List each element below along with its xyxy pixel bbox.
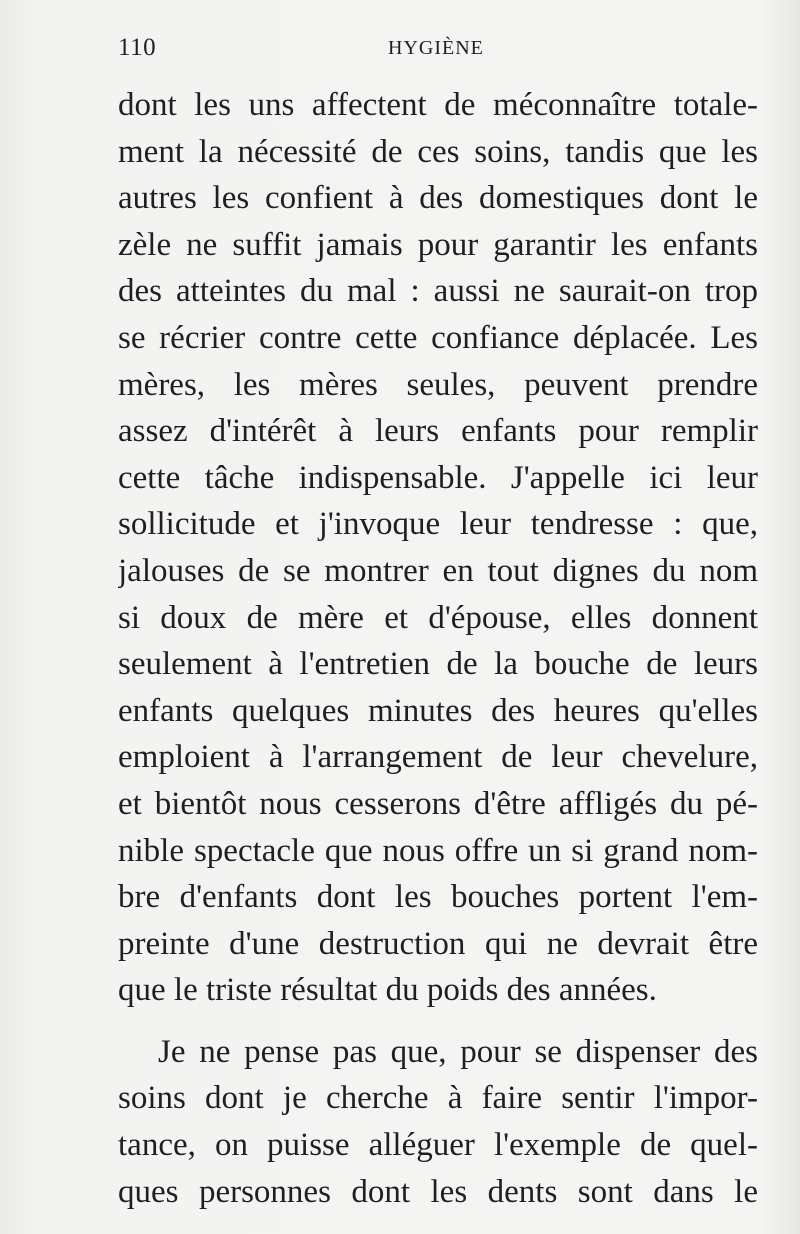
text-line: que le triste résultat du poids des années. (118, 972, 657, 1009)
body-text (118, 82, 758, 1215)
text-line: bre d'enfants dont les bouches portent l'em- (118, 879, 758, 916)
text-line: nible spectacle que nous offre un si grand nom- (118, 832, 758, 869)
text-line: emploient à l'arrangement de leur chevelure, (118, 739, 758, 776)
text-line: enfants quelques minutes des heures qu'elles (118, 692, 758, 729)
text-line: et bientôt nous cesserons d'être affligés du pé- (118, 785, 758, 822)
text-line: soins dont je cherche à faire sentir l'impor- (118, 1080, 758, 1117)
text-line: tance, on puisse alléguer l'exemple de quel- (118, 1127, 758, 1164)
paragraph (118, 82, 758, 1014)
text-line: assez d'intérêt à leurs enfants pour remplir (118, 413, 758, 450)
text-line: jalouses de se montrer en tout dignes du nom (118, 552, 758, 589)
page-header (118, 34, 758, 64)
text-line: seulement à l'entretien de la bouche de leurs (118, 646, 758, 683)
text-line: mères, les mères seules, peuvent prendre (118, 366, 758, 403)
text-line: Je ne pense pas que, pour se dispenser des (158, 1033, 758, 1070)
text-line: se récrier contre cette confiance déplacée. Les (118, 319, 758, 356)
text-line: zèle ne suffit jamais pour garantir les enfants (118, 226, 758, 263)
paragraph (118, 1029, 758, 1215)
page-number: 110 (118, 34, 157, 61)
text-line: dont les uns affectent de méconnaître totale- (118, 87, 758, 123)
running-title: HYGIÈNE (388, 37, 484, 59)
text-line: cette tâche indispensable. J'appelle ici leur (118, 459, 758, 496)
text-line: si doux de mère et d'épouse, elles donnent (118, 599, 758, 636)
text-line: autres les confient à des domestiques dont le (118, 180, 758, 217)
paragraph-gap (118, 1014, 758, 1029)
text-line: sollicitude et j'invoque leur tendresse : que, (118, 506, 758, 543)
text-line: ques personnes dont les dents sont dans le (118, 1173, 758, 1210)
text-line: ment la nécessité de ces soins, tandis que les (118, 133, 758, 170)
text-line: des atteintes du mal : aussi ne saurait-on trop (118, 273, 758, 310)
text-line: preinte d'une destruction qui ne devrait être (118, 925, 758, 962)
